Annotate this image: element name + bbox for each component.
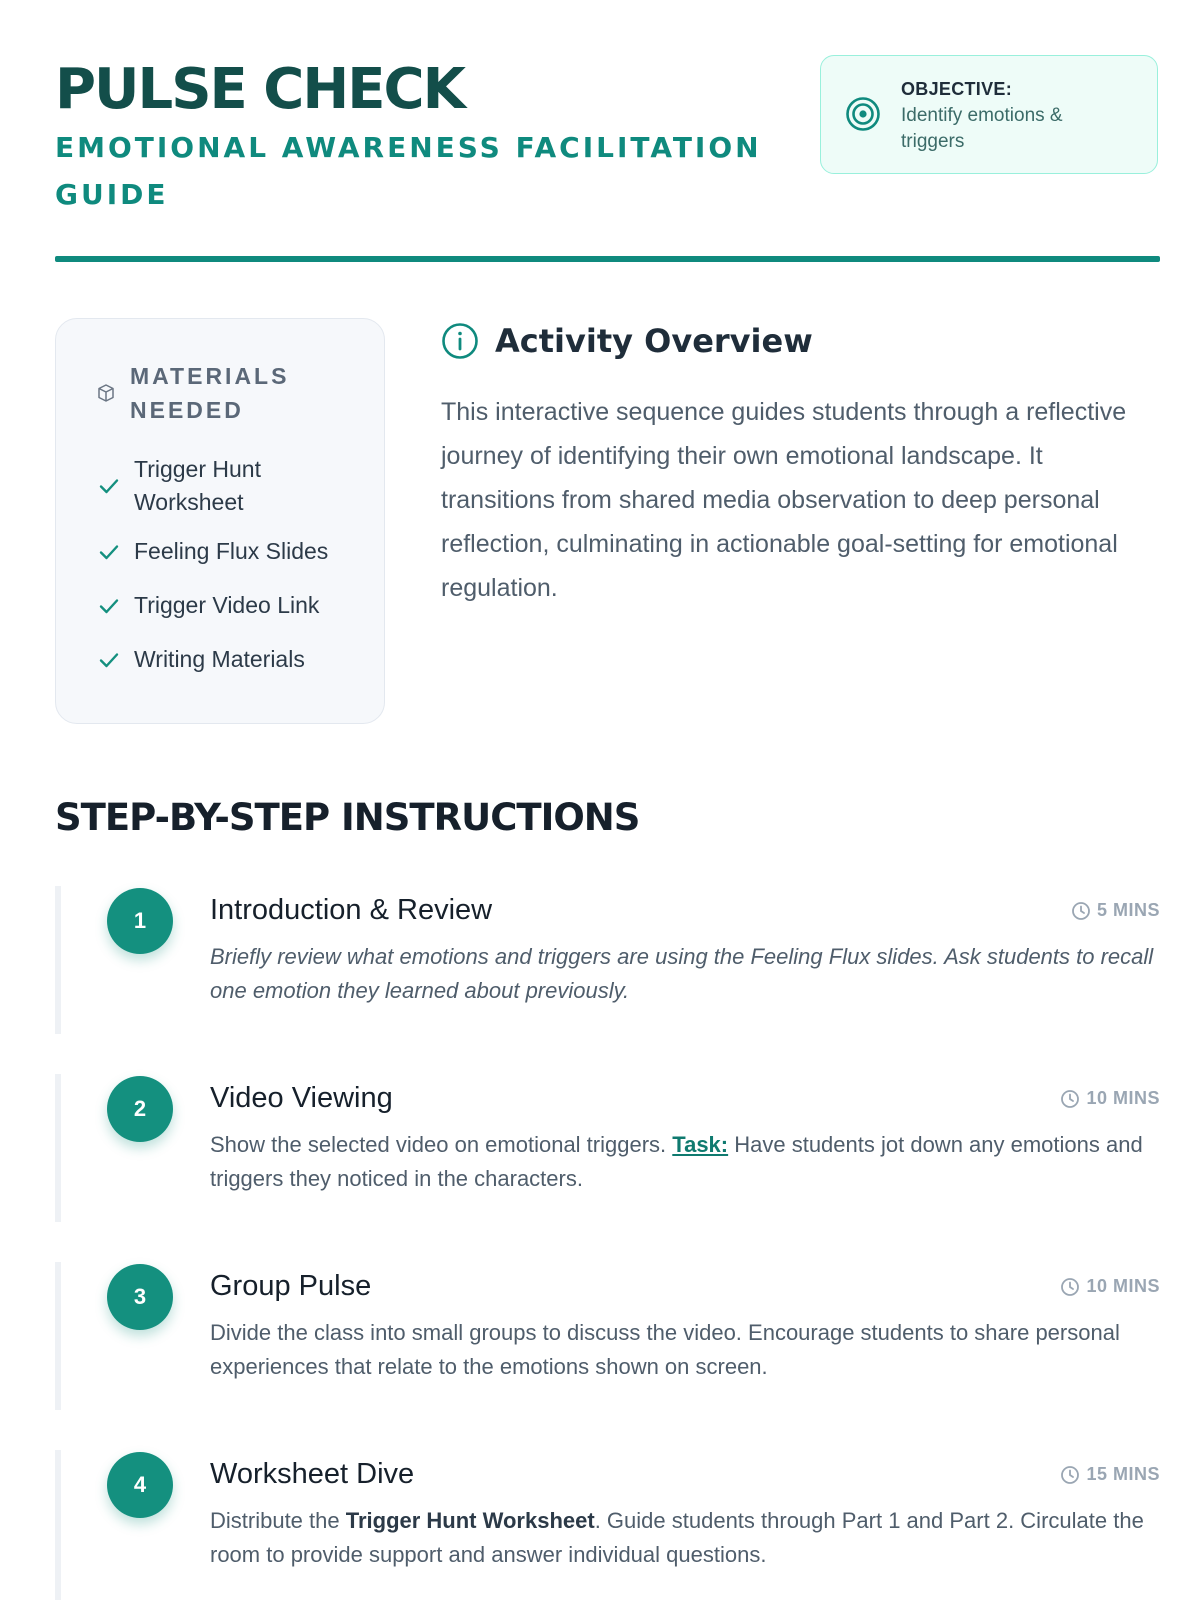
step-description-text: Distribute the xyxy=(210,1508,346,1533)
step-description-text: Have students jot down any emotions and triggers they noticed in the characters. xyxy=(210,1132,1143,1191)
materials-item xyxy=(96,535,366,568)
clock-icon xyxy=(1071,901,1091,921)
step-description: Divide the class into small groups to discuss the video. Encourage students to share personal experiences that relate to the emotions shown on screen. xyxy=(210,1320,1120,1379)
step-duration-label: 10 MINS xyxy=(1086,1088,1160,1108)
objective-label: OBJECTIVE: xyxy=(901,79,1013,99)
materials-title: MATERIALS NEEDED xyxy=(130,363,290,423)
materials-card xyxy=(55,318,385,724)
step-number-badge: 4 xyxy=(107,1452,173,1518)
step-description-text: Show the selected video on emotional triggers. xyxy=(210,1132,673,1157)
step-duration xyxy=(1060,1276,1160,1297)
info-icon xyxy=(441,322,479,360)
header-divider xyxy=(55,256,1160,262)
step-title: Group Pulse xyxy=(210,1270,372,1302)
box-icon xyxy=(96,383,116,403)
step-description: Briefly review what emotions and triggers are using the Feeling Flux slides. Ask students to recall one emotion they learned about previously. xyxy=(210,944,1154,1003)
clock-icon xyxy=(1060,1089,1080,1109)
step-duration-label: 10 MINS xyxy=(1086,1276,1160,1296)
step-description xyxy=(210,1128,1155,1196)
steps-title: STEP-BY-STEP INSTRUCTIONS xyxy=(55,796,640,839)
materials-item xyxy=(96,453,366,519)
objective-text: Identify emotions & triggers xyxy=(901,105,1063,152)
step-duration xyxy=(1071,900,1160,921)
check-icon xyxy=(96,647,122,673)
step-title: Introduction & Review xyxy=(210,894,493,926)
step-item xyxy=(55,886,1160,1034)
materials-item xyxy=(96,589,366,622)
worksheet-name: Trigger Hunt Worksheet xyxy=(345,1508,595,1533)
step-item xyxy=(55,1074,1160,1222)
check-icon xyxy=(96,473,122,499)
overview-text: This interactive sequence guides students through a reflective journey of identifying their own emotional landscape. It transitions from shared media observation to deep personal reflection, culminating in actionable goal-setting for emotional regulation. xyxy=(441,398,1127,602)
page-subtitle: EMOTIONAL AWARENESS FACILITATION GUIDE xyxy=(55,131,762,211)
materials-item-label: Trigger Video Link xyxy=(134,592,320,618)
target-icon xyxy=(845,96,881,132)
step-number-badge: 1 xyxy=(107,888,173,954)
step-title: Video Viewing xyxy=(210,1082,393,1114)
step-description-text: . Guide students through Part 1 and Part 2. Circulate the room to provide support and answer individual questions. xyxy=(210,1508,1144,1567)
step-duration xyxy=(1060,1464,1160,1485)
objective-card xyxy=(820,55,1158,174)
step-number-badge: 3 xyxy=(107,1264,173,1330)
step-item xyxy=(55,1262,1160,1410)
materials-item-label: Writing Materials xyxy=(134,646,305,672)
clock-icon xyxy=(1060,1465,1080,1485)
overview-title: Activity Overview xyxy=(495,322,813,360)
clock-icon xyxy=(1060,1277,1080,1297)
step-duration-label: 5 MINS xyxy=(1096,900,1160,920)
step-item xyxy=(55,1450,1160,1600)
materials-item-label: Trigger Hunt Worksheet xyxy=(134,456,261,515)
task-label: Task: xyxy=(672,1132,729,1157)
materials-item-label: Feeling Flux Slides xyxy=(134,538,329,564)
check-icon xyxy=(96,539,122,565)
page-title: PULSE CHECK xyxy=(55,57,464,122)
materials-item xyxy=(96,643,366,676)
step-duration xyxy=(1060,1088,1160,1109)
step-title: Worksheet Dive xyxy=(210,1458,415,1490)
check-icon xyxy=(96,593,122,619)
step-duration-label: 15 MINS xyxy=(1086,1464,1160,1484)
step-number-badge: 2 xyxy=(107,1076,173,1142)
step-description xyxy=(210,1504,1155,1572)
